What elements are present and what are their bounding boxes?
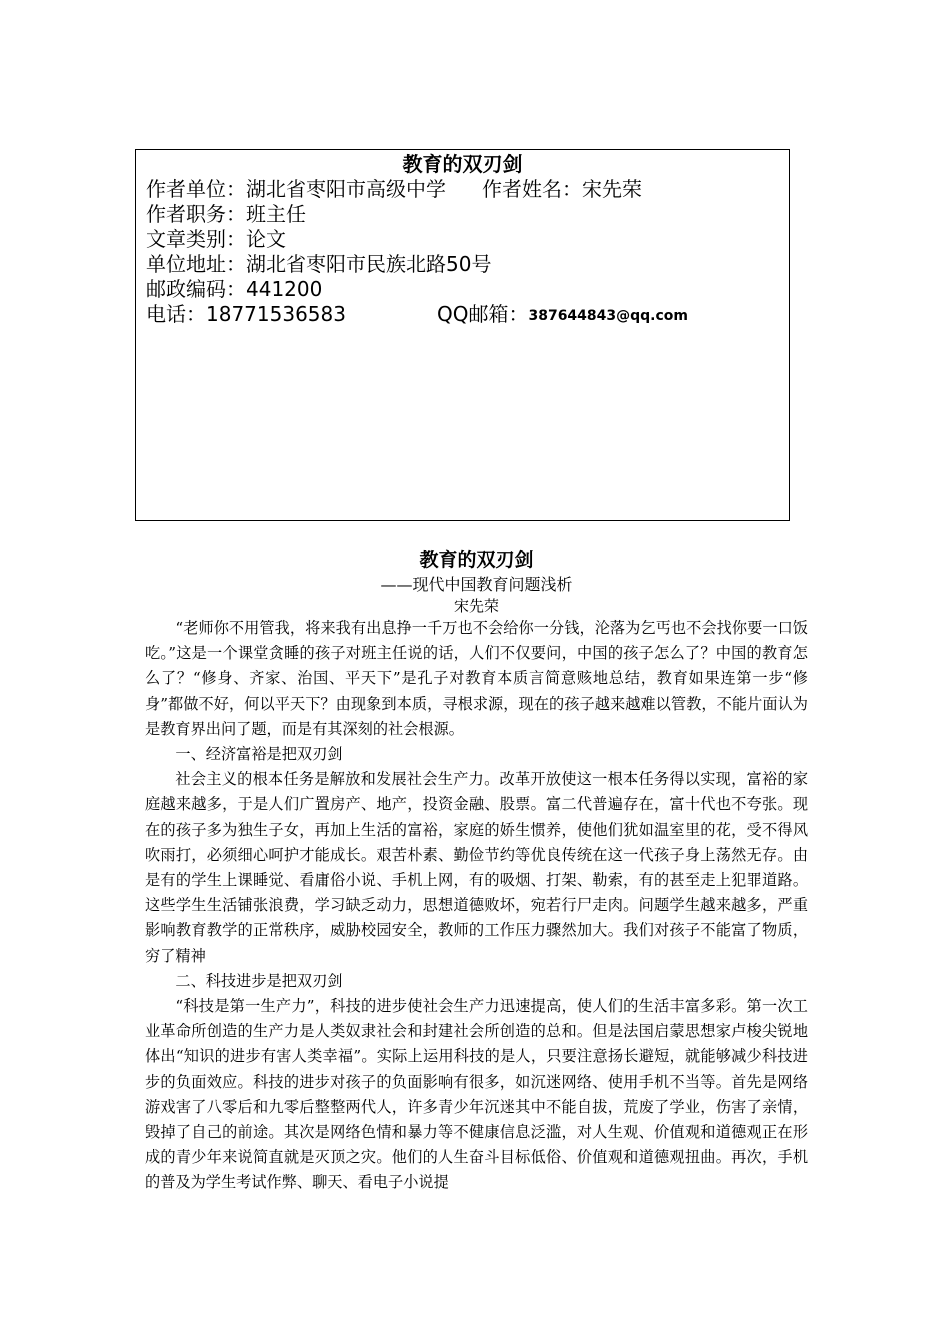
article [145, 548, 808, 1196]
article-author: 宋先荣 [453, 597, 499, 615]
paragraph-intro: “老师你不用管我，将来我有出息挣一千万也不会给你一分钱，沦落为乞丐也不会找你要一口饭吃。”这是一个课堂贪睡的孩子对班主任说的话，人们不仅要问，中国的孩子怎么了？中国的教育怎么了？“修身、齐家、治国、平天下”是孔子对教育本质言简意赅地总结，教育如果连第一步“修身”都做不好，何以平天下？由现象到本质，寻根求源，现在的孩子越来越难以管教，不能片面认为是教育界出问了题，而是有其深刻的社会根源。 [145, 619, 808, 738]
section-heading-2: 二、科技进步是把双刃剑 [175, 971, 343, 990]
article-subtitle: ——现代中国教育问题浅析 [380, 575, 573, 594]
author-position: 作者职务：班主任 [146, 202, 306, 226]
phone: 电话：18771536583 [146, 302, 346, 326]
cover-contact-line [136, 302, 789, 329]
section-heading-1: 一、经济富裕是把双刃剑 [175, 745, 343, 764]
article-category: 文章类别：论文 [146, 227, 286, 251]
cover-title: 教育的双刃剑 [402, 152, 523, 176]
postcode: 邮政编码：441200 [146, 277, 323, 301]
paragraph-section-1: 社会主义的根本任务是解放和发展社会生产力。改革开放使这一根本任务得以实现，富裕的家庭越来越多，于是人们广置房产、地产，投资金融、股票。富二代普遍存在，富十代也不夸张。现在的孩子多为独生子女，再加上生活的富裕，家庭的娇生惯养，使他们犹如温室里的花，受不得风吹雨打，必须细心呵护才能成长。艰苦朴素、勤俭节约等优良传统在这一代孩子身上荡然无存。由是有的学生上课睡觉、看庸俗小说、手机上网，有的吸烟、打架、勒索，有的甚至走上犯罪道路。这些学生生活铺张浪费，学习缺乏动力，思想道德败坏，宛若行尸走肉。问题学生越来越多，严重影响教育教学的正常秩序，威胁校园安全，教师的工作压力骤然加大。我们对孩子不能富了物质，穷了精神 [145, 770, 808, 965]
qq-email: 387644843@qq.com [528, 308, 689, 324]
article-body [145, 616, 808, 1196]
unit-address: 单位地址：湖北省枣阳市民族北路50号 [146, 252, 492, 276]
cover-info-box [135, 149, 790, 521]
qq-email-label: QQ邮箱： [436, 302, 529, 326]
article-title: 教育的双刃剑 [419, 549, 534, 571]
author-unit: 作者单位：湖北省枣阳市高级中学 [146, 177, 446, 201]
paragraph-section-2: “科技是第一生产力”，科技的进步使社会生产力迅速提高，使人们的生活丰富多彩。第一次工业革命所创造的生产力是人类奴隶社会和封建社会所创造的总和。但是法国启蒙思想家卢梭尖锐地体出“知识的进步有害人类幸福”。实际上运用科技的是人，只要注意扬长避短，就能够减少科技进步的负面效应。科技的进步对孩子的负面影响有很多，如沉迷网络、使用手机不当等。首先是网络游戏害了八零后和九零后整整两代人，许多青少年沉迷其中不能自拔，荒废了学业，伤害了亲情，毁掉了自己的前途。其次是网络色情和暴力等不健康信息泛滥，对人生观、价值观和道德观正在形成的青少年来说简直就是灭顶之灾。他们的人生奋斗目标低俗、价值观和道德观扭曲。再次，手机的普及为学生考试作弊、聊天、看电子小说提 [145, 997, 808, 1192]
author-name: 作者姓名：宋先荣 [482, 177, 642, 201]
cover-unit-line [136, 177, 789, 202]
